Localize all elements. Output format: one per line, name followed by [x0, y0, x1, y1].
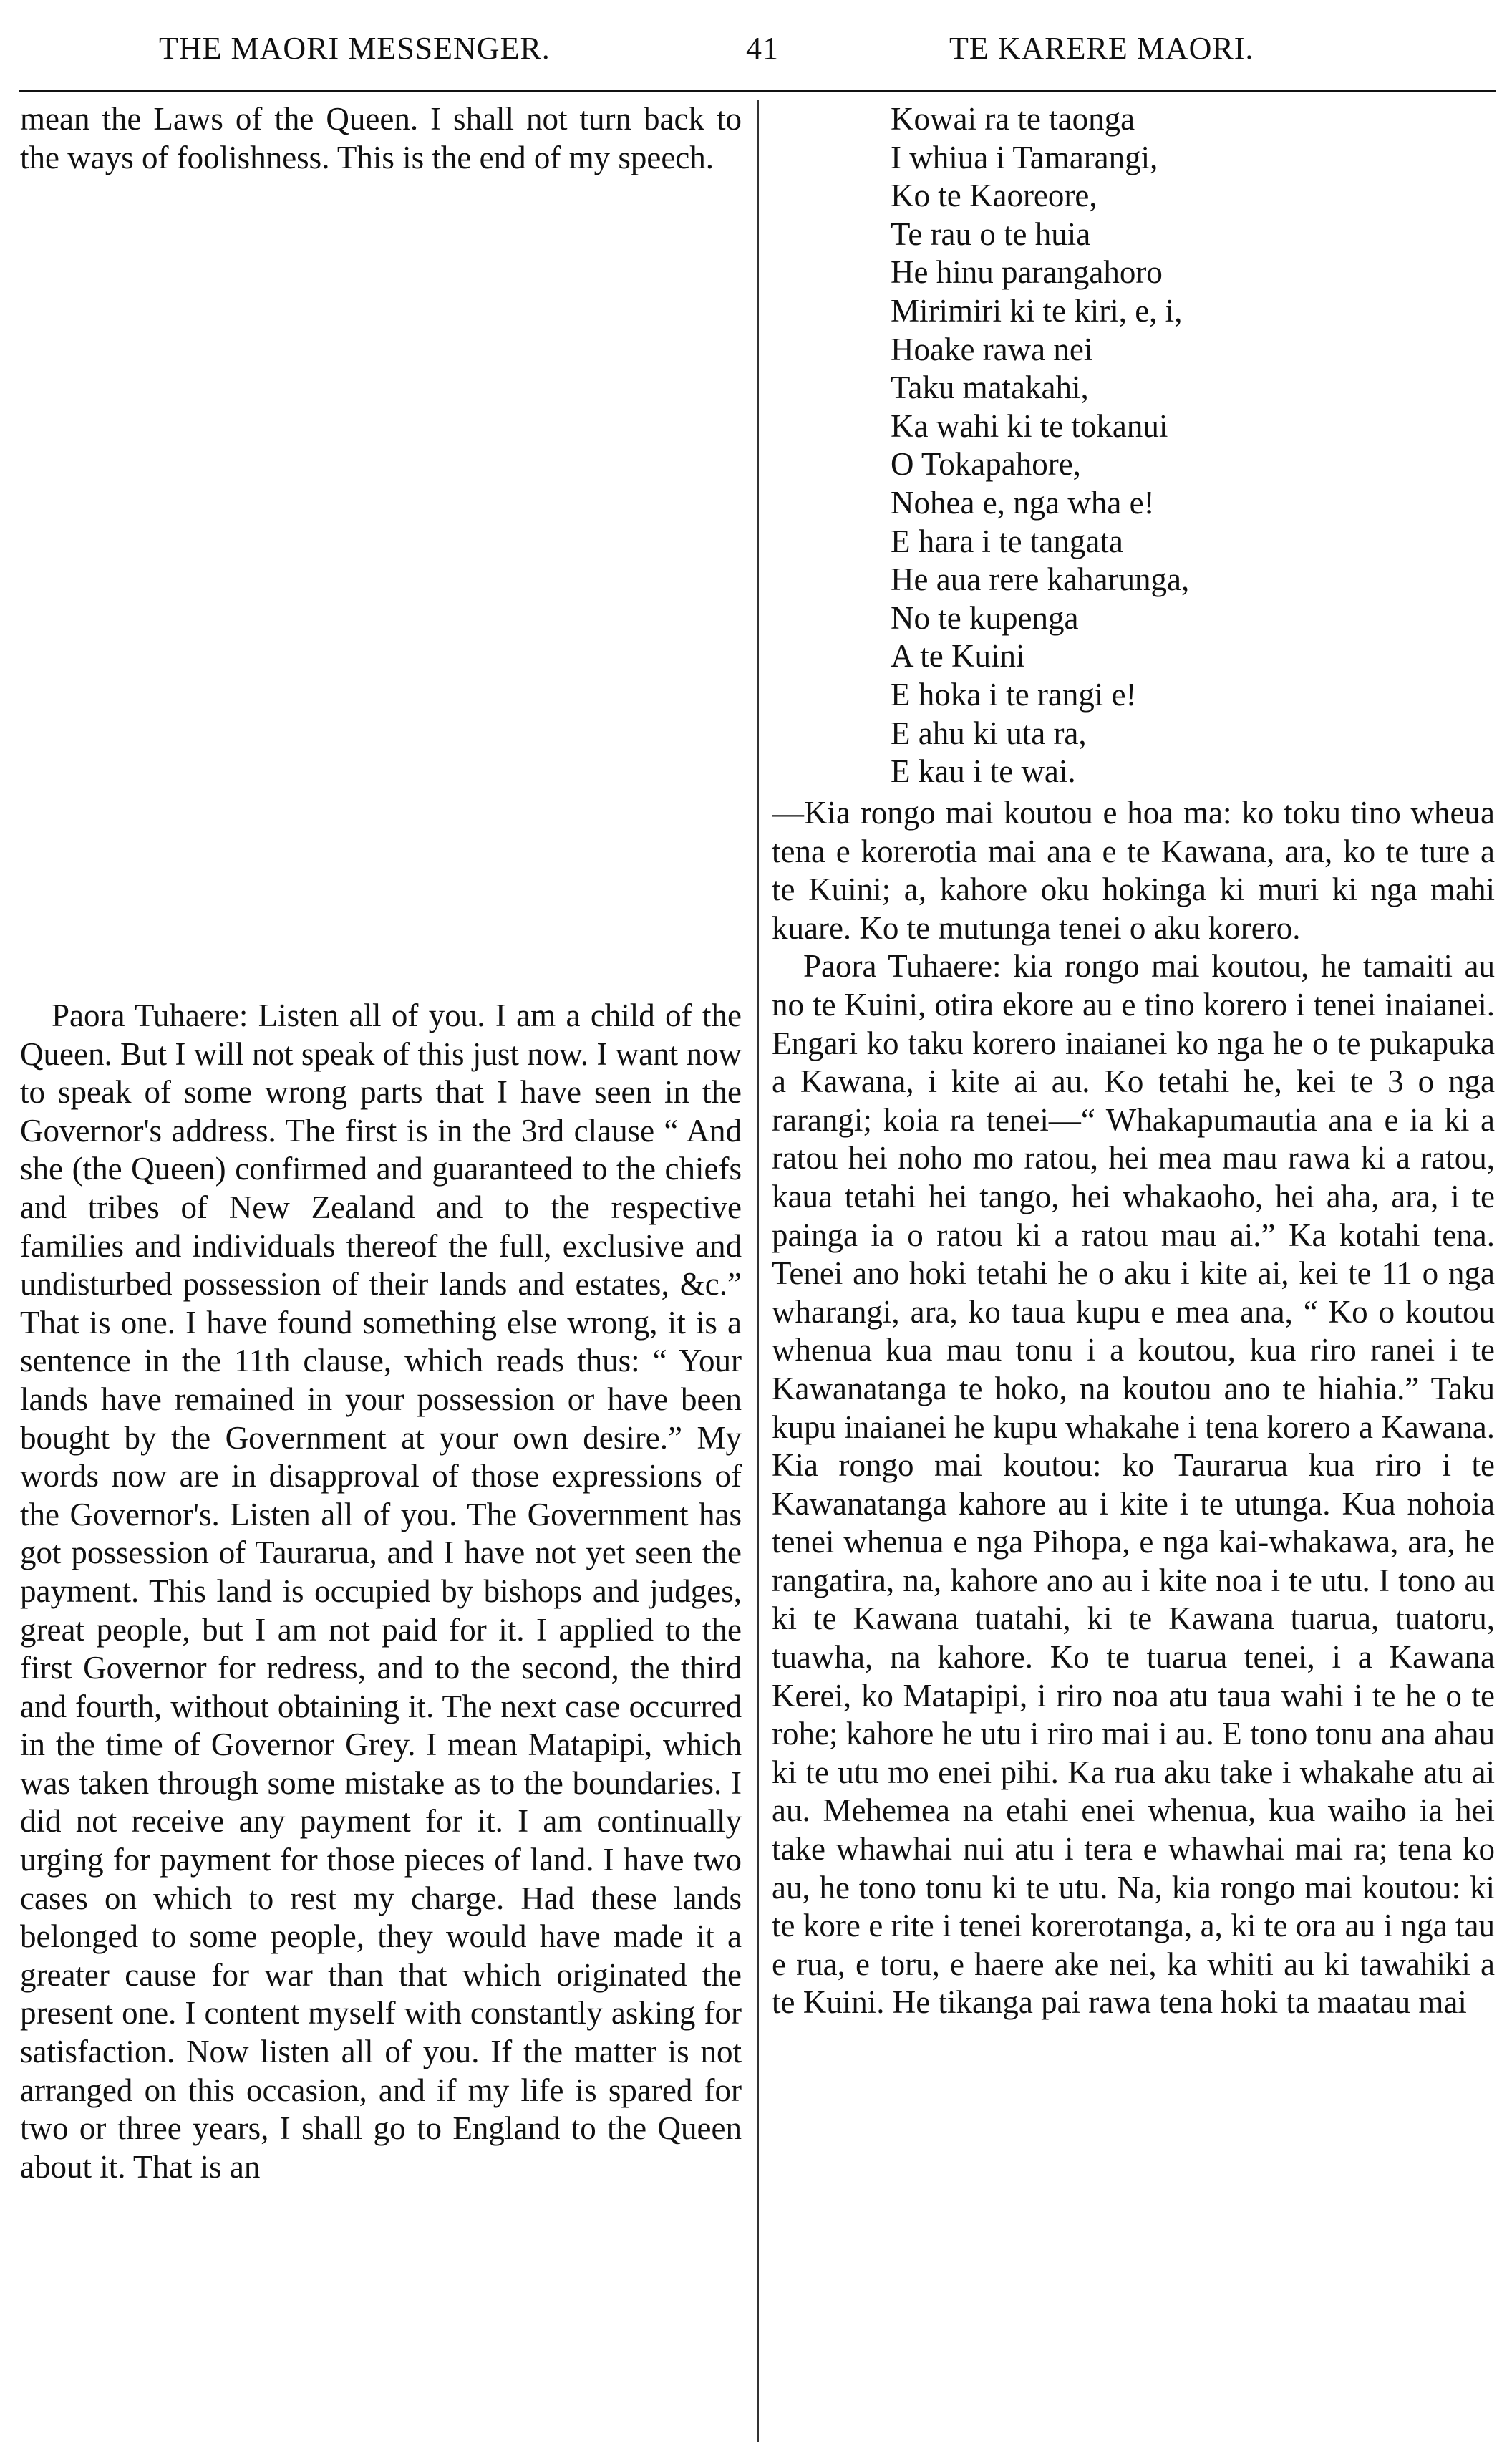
poem-line: A te Kuini	[891, 638, 1025, 675]
page-header	[0, 30, 1512, 87]
maori-closing-paragraph: —Kia rongo mai koutou e hoa ma: ko toku tino wheua tena e korerotia mai ana e te Kawana, ara, ko te ture a te Kuini; a, kahore oku hokinga ki muri ki nga mahi kuare. Ko te mutunga tenei o aku korero.	[772, 795, 1495, 946]
poem-line: E hara i te tangata	[891, 523, 1123, 559]
poem-line: He hinu parangahoro	[891, 254, 1163, 291]
english-column-body	[20, 997, 742, 2429]
poem-line: Kowai ra te taonga	[891, 101, 1135, 137]
poem-line: Ko te Kaoreore,	[891, 178, 1097, 214]
poem-line: E kau i te wai.	[891, 753, 1076, 790]
column-divider	[757, 100, 759, 2442]
maori-poem	[891, 100, 1492, 791]
poem-line: No te kupenga	[891, 599, 1079, 636]
maori-column-body	[772, 794, 1495, 2434]
english-title: THE MAORI MESSENGER.	[159, 31, 551, 66]
english-paora-paragraph: Paora Tuhaere: Listen all of you. I am a child of the Queen. But I will not speak of this just now. I want now to speak of some wrong parts that I have seen in the Governor's address. The first is in the 3rd clause “ And she (the Queen) confirmed and guaranteed to the chiefs and tribes of New Zealand and to the respective families and individuals thereof the full, exclusive and undisturbed possession of their lands and estates, &c.” That is one. I have found something else wrong, it is a sentence in the 11th clause, which reads thus: “ Your lands have remained in your possession or have been bought by the Government at your own desire.” My words now are in disapproval of those expressions of the Governor's. Listen all of you. The Government has got possession of Taurarua, and I have not yet seen the payment. This land is occupied by bishops and judges, great people, but I am not paid for it. I applied to the first Governor for redress, and to the second, the third and fourth, without obtaining it. The next case occurred in the time of Governor Grey. I mean Matapipi, which was taken through some mistake as to the boundaries. I did not receive any payment for it. I am continually urging for payment for those pieces of land. I have two cases on which to rest my charge. Had these lands belonged to some people, they would have made it a greater cause for war than that which originated the present one. I content myself with constantly asking for satisfaction. Now listen all of you. If the matter is not arranged on this occasion, and if my life is spared for two or three years, I shall go to England to the Queen about it. That is an	[20, 998, 742, 2185]
poem-line: E ahu ki uta ra,	[891, 715, 1087, 751]
english-column-top	[20, 100, 742, 177]
poem-line: I whiua i Tamarangi,	[891, 139, 1158, 175]
poem-line: E hoka i te rangi e!	[891, 676, 1137, 713]
header-rule	[19, 90, 1496, 92]
english-opening-paragraph: mean the Laws of the Queen. I shall not turn back to the ways of foolishness. This is the end of my speech.	[20, 101, 742, 175]
poem-line: He aua rere kaharunga,	[891, 561, 1190, 598]
poem-line: Nohea e, nga wha e!	[891, 484, 1155, 521]
poem-line: O Tokapahore,	[891, 446, 1081, 483]
page-number: 41	[746, 31, 779, 66]
poem-line: Mirimiri ki te kiri, e, i,	[891, 292, 1183, 329]
poem-line: Hoake rawa nei	[891, 331, 1093, 367]
poem-line: Taku matakahi,	[891, 369, 1089, 406]
poem-line: Ka wahi ki te tokanui	[891, 407, 1168, 444]
maori-title: TE KARERE MAORI.	[949, 31, 1254, 66]
maori-paora-paragraph: Paora Tuhaere: kia rongo mai koutou, he tamaiti au no te Kuini, otira ekore au e tino korero i tenei inaianei. Engari ko taku korero inaianei ko nga he o te pukapuka a Kawana, i kite ai au. Ko tetahi he, kei te 3 o nga rarangi; koia ra tenei—“ Whakapumautia ana e ia ki a ratou hei noho mo ratou, hei mea mau rawa ki a ratou, kaua tetahi hei tango, hei whakaoho, hei aha, ara, i te painga ia o ratou ki a ratou mau ai.” Ka kotahi tena. Tenei ano hoki tetahi he o aku i kite ai, kei te 11 o nga wharangi, ara, ko taua kupu e mea ana, “ Ko o koutou whenua kua mau tonu i a koutou, kua riro ranei i te Kawanatanga te hoko, na koutou ano te hiahia.” Taku kupu inaianei he kupu whakahe i tena korero a Kawana. Kia rongo mai koutou: ko Taurarua kua riro i te Kawanatanga kahore au i kite i te utunga. Kua nohoia tenei whenua e nga Pihopa, e nga kai-whakawa, ara, he rangatira, na, kahore ano au i kite noa i te utu. I tono au ki te Kawana tuatahi, ki te Kawana tuarua, tuatoru, tuawha, na kahore. Ko te tuarua tenei, i a Kawana Kerei, ko Matapipi, i riro noa atu taua wahi i te he o te rohe; kahore he utu i riro mai i au. E tono tonu ana ahau ki te utu mo enei pihi. Ka rua aku take i whakahe atu ai au. Mehemea na etahi enei whenua, kua waiho ia hei take whawhai nui atu i tera e whawhai mai ra; tena ko au, he tono tonu ki te utu. Na, kia rongo mai koutou: ki te kore e rite i tenei korerotanga, a, ki te ora au i nga tau e rua, e toru, e haere ake nei, ka whiti au ki tawahiki a te Kuini. He tikanga pai rawa tena hoki ta maatau mai	[772, 948, 1495, 2021]
poem-line: Te rau o te huia	[891, 216, 1091, 252]
